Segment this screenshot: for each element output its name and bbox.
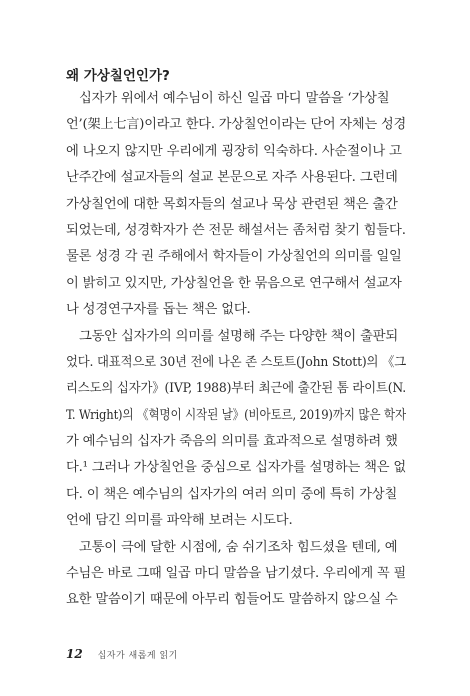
text-line: 이 밝히고 있지만, 가상칠언을 한 묶음으로 연구해서 설교자 xyxy=(66,275,402,291)
text-line: 고통이 극에 달한 시점에, 숨 쉬기조차 힘드셨을 텐데, 예 xyxy=(79,539,398,555)
text-line: 그동안 십자가의 의미를 설명해 주는 다양한 책이 출판되 xyxy=(79,328,399,344)
text-line: 리스도의 십자가》(IVP, 1988)부터 최근에 출간된 톰 라이트(N. xyxy=(66,381,406,397)
text-line: 난주간에 설교자들의 설교 본문으로 자주 사용된다. 그런데 xyxy=(66,170,398,186)
text-line: 다.¹ 그러나 가상칠언을 중심으로 십자가를 설명하는 책은 없 xyxy=(66,460,406,476)
text-line: 나 성경연구자를 돕는 책은 없다. xyxy=(66,302,251,318)
running-title: 십자가 새롭게 읽기 xyxy=(97,651,178,661)
text-line: 었다. 대표적으로 30년 전에 나온 존 스토트(John Stott)의 《그 xyxy=(66,354,406,370)
body-text xyxy=(66,86,406,614)
text-line: 언에 담긴 의미를 파악해 보려는 시도다. xyxy=(66,513,293,529)
text-line: 가상칠언에 대한 목회자들의 설교나 묵상 관련된 책은 출간 xyxy=(66,196,398,212)
text-line: 가 예수님의 십자가 죽음의 의미를 효과적으로 설명하려 했 xyxy=(66,434,398,450)
text-line: 요한 말씀이기 때문에 아무리 힘들어도 말씀하지 않으실 수 xyxy=(66,592,398,608)
text-line: 언’(架上七言)이라고 한다. 가상칠언이라는 단어 자체는 성경 xyxy=(66,117,406,133)
text-line: 다. 이 책은 예수님의 십자가의 여러 의미 중에 특히 가상칠 xyxy=(66,486,398,502)
text-line: 에 나오지 않지만 우리에게 굉장히 익숙하다. 사순절이나 고 xyxy=(66,143,402,159)
page-number: 12 xyxy=(66,647,83,661)
text-line: 십자가 위에서 예수님이 하신 일곱 마디 말씀을 ‘가상칠 xyxy=(79,91,390,106)
text-line: T. Wright)의 《혁명이 시작된 날》(비아토르, 2019)까지 많은 학자 xyxy=(66,407,406,423)
page-footer xyxy=(66,647,178,661)
text-line: 물론 성경 각 권 주해에서 학자들이 가상칠언의 의미를 일일 xyxy=(66,249,402,265)
text-line: 되었는데, 성경학자가 쓴 전문 해설서는 좀처럼 찾기 힘들다. xyxy=(66,222,406,238)
section-heading: 왜 가상칠언인가? xyxy=(66,68,170,84)
text-line: 수님은 바로 그때 일곱 마디 말씀을 남기셨다. 우리에게 꼭 필 xyxy=(66,566,406,582)
